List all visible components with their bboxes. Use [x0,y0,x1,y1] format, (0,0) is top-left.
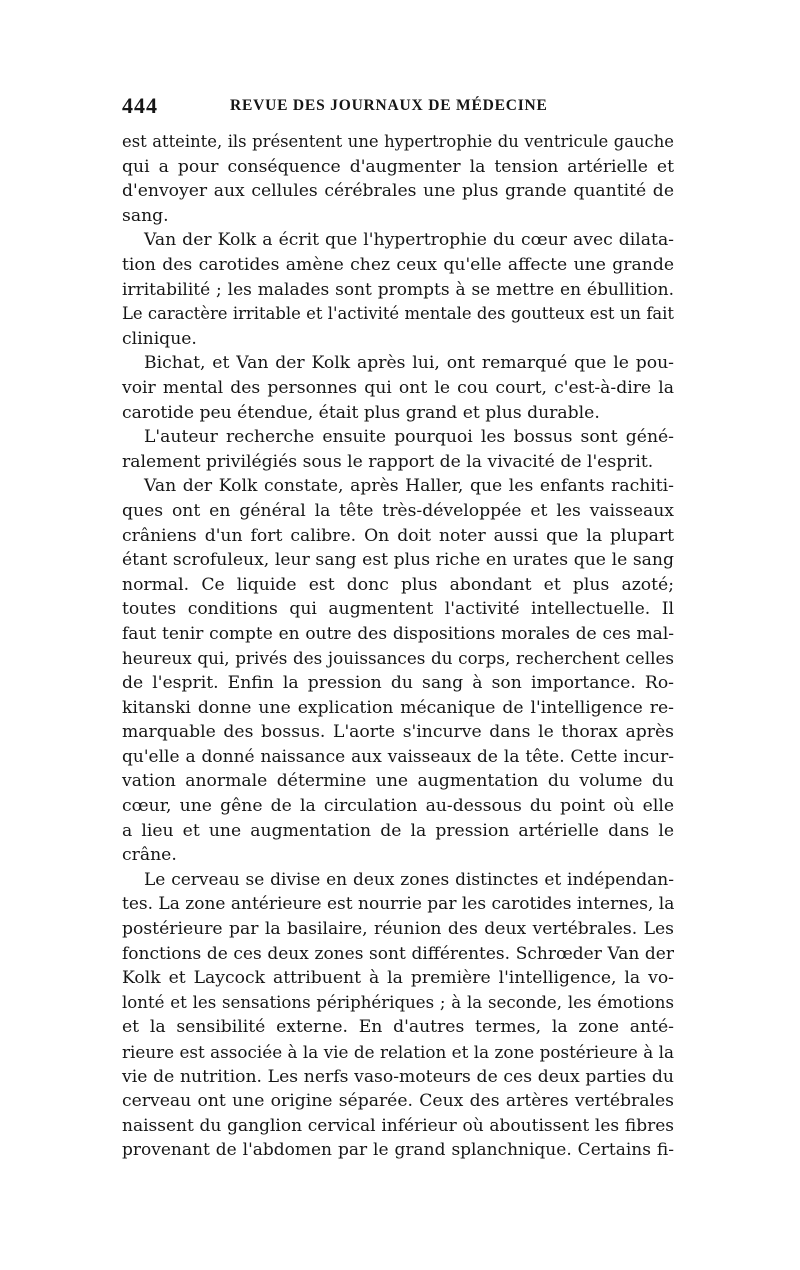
paragraph [122,425,674,474]
text-line: naissent du ganglion cervical inférieur où aboutissent les fibres [122,1115,674,1136]
page-number: 444 [122,93,158,118]
text-line: qui a pour conséquence d'augmenter la tension artérielle et [122,156,674,177]
journal-title: REVUE DES JOURNAUX DE MÉDECINE [230,97,548,114]
text-line: cerveau ont une origine séparée. Ceux des artères vertébrales [122,1091,674,1112]
paragraph [122,474,674,868]
text-line: Van der Kolk constate, après Haller, que les enfants rachiti- [144,476,674,497]
paragraph [122,228,674,351]
paragraph [122,130,674,228]
text-line: a lieu et une augmentation de la pression artérielle dans le [122,820,674,841]
text-line: crâniens d'un fort calibre. On doit noter aussi que la plupart [122,525,674,546]
text-line: de l'esprit. Enfin la pression du sang à son importance. Ro- [122,673,674,694]
text-line: d'envoyer aux cellules cérébrales une plus grande quantité de [122,181,674,202]
text-line: Bichat, et Van der Kolk après lui, ont remarqué que le pou- [144,353,674,374]
text-line: et la sensibilité externe. En d'autres termes, la zone anté- [122,1017,674,1038]
text-line: lonté et les sensations périphériques ; à la seconde, les émotions [122,992,674,1012]
text-line: toutes conditions qui augmentent l'activité intellectuelle. Il [122,599,674,620]
text-line: est atteinte, ils présentent une hypertrophie du ventricule gauche [122,132,674,151]
text-line: L'auteur recherche ensuite pourquoi les bossus sont géné- [144,427,674,448]
paragraph [122,351,674,425]
text-line: provenant de l'abdomen par le grand splanchnique. Certains fi- [122,1140,674,1161]
paragraph [122,868,674,1163]
text-line: carotide peu étendue, était plus grand et plus durable. [122,402,600,423]
text-line: tion des carotides amène chez ceux qu'elle affecte une grande [122,254,674,275]
text-line: cœur, une gêne de la circulation au-dessous du point où elle [122,796,674,817]
text-line: irritabilité ; les malades sont prompts à se mettre en ébullition. [122,279,674,300]
text-line: Kolk et Laycock attribuent à la première l'intelligence, la vo- [122,968,674,989]
text-line: étant scrofuleux, leur sang est plus riche en urates que le sang [122,550,674,571]
text-line: normal. Ce liquide est donc plus abondant et plus azoté; [122,574,674,595]
text-line: rieure est associée à la vie de relation et la zone postérieure à la [122,1041,674,1062]
text-line: voir mental des personnes qui ont le cou court, c'est-à-dire la [122,377,674,398]
text-line: vie de nutrition. Les nerfs vaso-moteurs de ces deux parties du [122,1066,674,1087]
text-line: qu'elle a donné naissance aux vaisseaux de la tête. Cette incur- [122,746,674,767]
text-line: clinique. [122,328,197,349]
text-line: marquable des bossus. L'aorte s'incurve dans le thorax après [122,722,674,743]
text-line: faut tenir compte en outre des dispositions morales de ces mal- [122,623,674,644]
text-line: postérieure par la basilaire, réunion des deux vertébrales. Les [122,919,674,939]
text-line: Le cerveau se divise en deux zones distinctes et indépendan- [144,869,674,890]
text-line: ralement privilégiés sous le rapport de la vivacité de l'esprit. [122,451,654,472]
text-line: heureux qui, privés des jouissances du corps, recherchent celles [122,648,674,669]
text-line: fonctions de ces deux zones sont différentes. Schrœder Van der [122,943,674,964]
text-line: kitanski donne une explication mécanique de l'intelligence re- [122,697,674,718]
text-line: Le caractère irritable et l'activité mentale des goutteux est un fait [122,304,674,324]
body-text [122,130,674,1163]
text-line: sang. [122,205,169,226]
text-line: Van der Kolk a écrit que l'hypertrophie du cœur avec dilata- [144,230,674,251]
text-line: tes. La zone antérieure est nourrie par les carotides internes, la [122,894,675,915]
text-line: crâne. [122,845,177,866]
running-head [122,93,674,119]
text-line: vation anormale détermine une augmentation du volume du [122,771,674,792]
text-line: ques ont en général la tête très-développée et les vaisseaux [122,500,674,521]
